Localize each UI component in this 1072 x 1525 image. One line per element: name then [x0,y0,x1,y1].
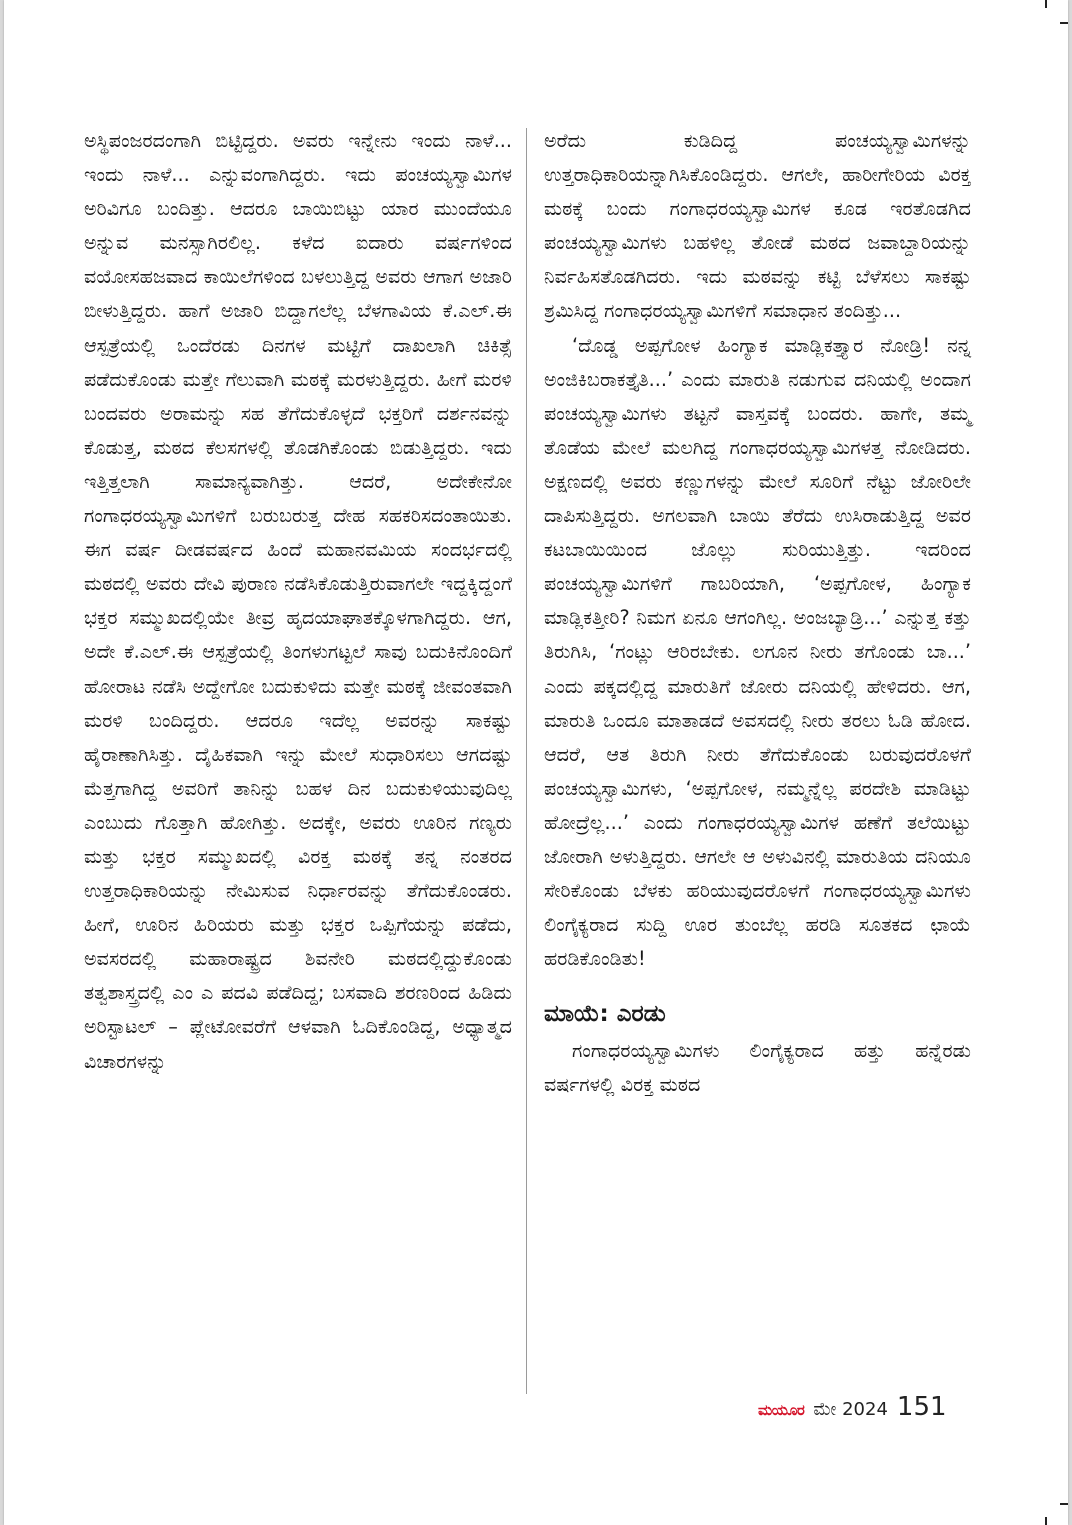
magazine-page [4,0,1068,1525]
body-paragraph: ಅಸ್ಥಿಪಂಜರದಂಗಾಗಿ ಬಿಟ್ಟಿದ್ದರು. ಅವರು ಇನ್ನೇನು ಇಂದು ನಾಳೆ... ಇಂದು ನಾಳೆ... ಎನ್ನುವಂಗಾಗಿದ್ದರು. ಇದು ಪಂಚಯ್ಯಸ್ವಾಮಿಗಳ ಅರಿವಿಗೂ ಬಂದಿತ್ತು. ಆದರೂ ಬಾಯಿಬಿಟ್ಟು ಯಾರ ಮುಂದೆಯೂ ಅನ್ನುವ ಮನಸ್ಸಾಗಿರಲಿಲ್ಲ. ಕಳೆದ ಐದಾರು ವರ್ಷಗಳಿಂದ ವಯೋಸಹಜವಾದ ಕಾಯಿಲೆಗಳಿಂದ ಬಳಲುತ್ತಿದ್ದ ಅವರು ಆಗಾಗ ಅಜಾರಿ ಬೀಳುತ್ತಿದ್ದರು. ಹಾಗೆ ಅಜಾರಿ ಬಿದ್ದಾಗಲೆಲ್ಲ ಬೆಳಗಾವಿಯ ಕೆ.ಎಲ್.ಈ ಆಸ್ಪತ್ರೆಯಲ್ಲಿ ಒಂದೆರಡು ದಿನಗಳ ಮಟ್ಟಿಗೆ ದಾಖಲಾಗಿ ಚಿಕಿತ್ಸೆ ಪಡೆದುಕೊಂಡು ಮತ್ತೇ ಗೆಲುವಾಗಿ ಮಠಕ್ಕೆ ಮರಳುತ್ತಿದ್ದರು. ಹೀಗೆ ಮರಳಿ ಬಂದವರು ಅರಾಮನ್ನು ಸಹ ತೆಗೆದುಕೊಳ್ಳದೆ ಭಕ್ತರಿಗೆ ದರ್ಶನವನ್ನು ಕೊಡುತ್ತ, ಮಠದ ಕೆಲಸಗಳಲ್ಲಿ ತೊಡಗಿಕೊಂಡು ಬಿಡುತ್ತಿದ್ದರು. ಇದು ಇತ್ತಿತ್ತಲಾಗಿ ಸಾಮಾನ್ಯವಾಗಿತ್ತು. ಆದರೆ, ಅದೇಕೇನೋ ಗಂಗಾಧರಯ್ಯಸ್ವಾಮಿಗಳಿಗೆ ಬರುಬರುತ್ತ ದೇಹ ಸಹಕರಿಸದಂತಾಯಿತು. ಈಗ ವರ್ಷ ದೀಡವರ್ಷದ ಹಿಂದೆ ಮಹಾನವಮಿಯ ಸಂದರ್ಭದಲ್ಲಿ ಮಠದಲ್ಲಿ ಅವರು ದೇವಿ ಪುರಾಣ ನಡೆಸಿಕೊಡುತ್ತಿರುವಾಗಲೇ ಇದ್ದಕ್ಕಿದ್ದಂಗೆ ಭಕ್ತರ ಸಮ್ಮುಖದಲ್ಲಿಯೇ ತೀವ್ರ ಹೃದಯಾಘಾತಕ್ಕೊಳಗಾಗಿದ್ದರು. ಆಗ, ಅದೇ ಕೆ.ಎಲ್.ಈ ಆಸ್ಪತ್ರೆಯಲ್ಲಿ ತಿಂಗಳುಗಟ್ಟಲೆ ಸಾವು ಬದುಕಿನೊಂದಿಗೆ ಹೋರಾಟ ನಡೆಸಿ ಅದ್ದೇಗೋ ಬದುಕುಳಿದು ಮತ್ತೇ ಮಠಕ್ಕೆ ಜೀವಂತವಾಗಿ ಮರಳಿ ಬಂದಿದ್ದರು. ಆದರೂ ಇದೆಲ್ಲ ಅವರನ್ನು ಸಾಕಷ್ಟು ಹೈರಾಣಾಗಿಸಿತ್ತು. ದೈಹಿಕವಾಗಿ ಇನ್ನು ಮೇಲೆ ಸುಧಾರಿಸಲು ಆಗದಷ್ಟು ಮೆತ್ತಗಾಗಿದ್ದ ಅವರಿಗೆ ತಾನಿನ್ನು ಬಹಳ ದಿನ ಬದುಕುಳಿಯುವುದಿಲ್ಲ ಎಂಬುದು ಗೊತ್ತಾಗಿ ಹೋಗಿತ್ತು. ಅದಕ್ಕೇ, ಅವರು ಊರಿನ ಗಣ್ಯರು ಮತ್ತು ಭಕ್ತರ ಸಮ್ಮುಖದಲ್ಲಿ ವಿರಕ್ತ ಮಠಕ್ಕೆ ತನ್ನ ನಂತರದ ಉತ್ತರಾಧಿಕಾರಿಯನ್ನು ನೇಮಿಸುವ ನಿರ್ಧಾರವನ್ನು ತೆಗೆದುಕೊಂಡರು. ಹೀಗೆ, ಊರಿನ ಹಿರಿಯರು ಮತ್ತು ಭಕ್ತರ ಒಪ್ಪಿಗೆಯನ್ನು ಪಡೆದು, ಅವಸರದಲ್ಲಿ ಮಹಾರಾಷ್ಟ್ರದ ಶಿವನೇರಿ ಮಠದಲ್ಲಿದ್ದುಕೊಂಡು ತತ್ವಶಾಸ್ತ್ರದಲ್ಲಿ ಎಂ ಎ ಪದವಿ ಪಡೆದಿದ್ದ; ಬಸವಾದಿ ಶರಣರಿಂದ ಹಿಡಿದು ಅರಿಸ್ಟಾಟಲ್ – ಪ್ಲೇಟೋವರೆಗೆ ಆಳವಾಗಿ ಓದಿಕೊಂಡಿದ್ದ, ಅಧ್ಯಾತ್ಮದ ವಿಚಾರಗಳನ್ನು [84,129,512,1073]
body-paragraph: ‘ದೊಡ್ಡ ಅಪ್ಪಗೋಳ ಹಿಂಗ್ಯಾಕ ಮಾಡ್ಲಿಕತ್ತ್ಯಾರ ನೋಡ್ರಿ! ನನ್ನ ಅಂಜಿಕಿಬರಾಕತ್ತೈತಿ...’ ಎಂದು ಮಾರುತಿ ನಡುಗುವ ದನಿಯಲ್ಲಿ ಅಂದಾಗ ಪಂಚಯ್ಯಸ್ವಾಮಿಗಳು ತಟ್ಟನೆ ವಾಸ್ತವಕ್ಕೆ ಬಂದರು. ಹಾಗೇ, ತಮ್ಮ ತೊಡೆಯ ಮೇಲೆ ಮಲಗಿದ್ದ ಗಂಗಾಧರಯ್ಯಸ್ವಾಮಿಗಳತ್ತ ನೋಡಿದರು. ಅಕ್ಷಣದಲ್ಲಿ ಅವರು ಕಣ್ಣುಗಳನ್ನು ಮೇಲೆ ಸೂರಿಗೆ ನೆಟ್ಟು ಜೋರಿಲೇ ದಾಪಿಸುತ್ತಿದ್ದರು. ಅಗಲವಾಗಿ ಬಾಯಿ ತೆರೆದು ಉಸಿರಾಡುತ್ತಿದ್ದ ಅವರ ಕಟಬಾಯಿಯಿಂದ ಜೊಲ್ಲು ಸುರಿಯುತ್ತಿತ್ತು. ಇದರಿಂದ ಪಂಚಯ್ಯಸ್ವಾಮಿಗಳಿಗೆ ಗಾಬರಿಯಾಗಿ, ‘ಅಪ್ಪಗೋಳ, ಹಿಂಗ್ಯಾಕ ಮಾಡ್ಲಿಕತ್ತೀರಿ? ನಿಮಗ ಏನೂ ಆಗಂಗಿಲ್ಲ. ಅಂಜಬ್ಯಾಡ್ರಿ...’ ಎನ್ನುತ್ತ ಕತ್ತು ತಿರುಗಿಸಿ, ‘ಗಂಟ್ಲು ಆರಿರಬೇಕು. ಲಗೂನ ನೀರು ತಗೊಂಡು ಬಾ...’ ಎಂದು ಪಕ್ಕದಲ್ಲಿದ್ದ ಮಾರುತಿಗೆ ಜೋರು ದನಿಯಲ್ಲಿ ಹೇಳಿದರು. ಆಗ, ಮಾರುತಿ ಒಂದೂ ಮಾತಾಡದೆ ಅವಸದಲ್ಲಿ ನೀರು ತರಲು ಓಡಿ ಹೋದ. ಆದರೆ, ಆತ ತಿರುಗಿ ನೀರು ತೆಗೆದುಕೊಂಡು ಬರುವುದರೊಳಗೆ ಪಂಚಯ್ಯಸ್ವಾಮಿಗಳು, ‘ಅಪ್ಪಗೋಳ, ನಮ್ಮನ್ನೆಲ್ಲ ಪರದೇಶಿ ಮಾಡಿಟ್ಟು ಹೋದ್ರೆಲ್ಲ...’ ಎಂದು ಗಂಗಾಧರಯ್ಯಸ್ವಾಮಿಗಳ ಹಣೆಗೆ ತಲೆಯಿಟ್ಟು ಜೋರಾಗಿ ಅಳುತ್ತಿದ್ದರು. ಆಗಲೇ ಆ ಅಳುವಿನಲ್ಲಿ ಮಾರುತಿಯ ದನಿಯೂ ಸೇರಿಕೊಂಡು ಬೆಳಕು ಹರಿಯುವುದರೊಳಗೆ ಗಂಗಾಧರಯ್ಯಸ್ವಾಮಿಗಳು ಲಿಂಗೈಕ್ಯರಾದ ಸುದ್ದಿ ಊರ ತುಂಬೆಲ್ಲ ಹರಡಿ ಸೂತಕದ ಛಾಯೆ ಹರಡಿಕೊಂಡಿತು! [544,333,971,971]
crop-mark [1060,1503,1068,1505]
magazine-logo: ಮಯೂರ [758,1401,805,1419]
crop-mark [1045,1517,1047,1525]
body-paragraph: ಗಂಗಾಧರಯ್ಯಸ್ವಾಮಿಗಳು ಲಿಂಗೈಕ್ಯರಾದ ಹತ್ತು ಹನ್ನೆರಡು ವರ್ಷಗಳಲ್ಲಿ ವಿರಕ್ತ ಮಠದ [544,1039,971,1097]
crop-mark [1045,0,1047,8]
body-paragraph: ಅರೆದು ಕುಡಿದಿದ್ದ ಪಂಚಯ್ಯಸ್ವಾಮಿಗಳನ್ನು ಉತ್ತರಾಧಿಕಾರಿಯನ್ನಾಗಿಸಿಕೊಂಡಿದ್ದರು. ಆಗಲೇ, ಹಾರೀಗೇರಿಯ ವಿರಕ್ತ ಮಠಕ್ಕೆ ಬಂದು ಗಂಗಾಧರಯ್ಯಸ್ವಾಮಿಗಳ ಕೂಡ ಇರತೊಡಗಿದ ಪಂಚಯ್ಯಸ್ವಾಮಿಗಳು ಬಹಳಿಲ್ಲ ತೋಡೆ ಮಠದ ಜವಾಬ್ದಾರಿಯನ್ನು ನಿರ್ವಹಿಸತೊಡಗಿದರು. ಇದು ಮಠವನ್ನು ಕಟ್ಟಿ ಬೆಳೆಸಲು ಸಾಕಷ್ಟು ಶ್ರಮಿಸಿದ್ದ ಗಂಗಾಧರಯ್ಯಸ್ವಾಮಿಗಳಿಗೆ ಸಮಾಧಾನ ತಂದಿತ್ತು... [544,129,971,323]
crop-mark [1060,22,1068,24]
page-footer [758,1392,947,1422]
issue-date: ಮೇ 2024 [813,1399,888,1420]
right-text-column [544,124,971,1103]
section-heading: ಮಾಯೆ: ಎರಡು [544,1001,666,1028]
left-text-column [84,124,512,1079]
column-divider [526,128,527,1394]
section-spacer [544,976,971,994]
page-number: 151 [896,1392,947,1422]
